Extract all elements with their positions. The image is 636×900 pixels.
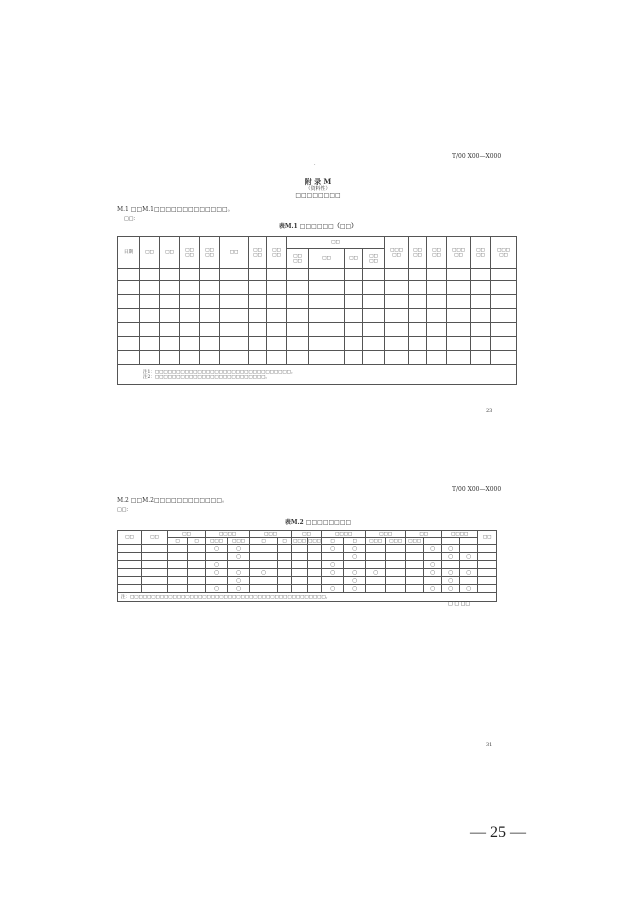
appendix-type: （资料性）	[305, 186, 331, 192]
table-m2	[117, 530, 497, 602]
example-label-lower: □□：	[117, 507, 132, 513]
page-number-lower: 31	[486, 742, 493, 748]
th2-s5: □	[250, 538, 278, 545]
circle-mark-icon: ○	[235, 568, 242, 576]
th-col14: □□ □□	[409, 237, 427, 269]
circle-mark-icon: ○	[447, 584, 454, 592]
dot-mark: ·	[314, 162, 316, 168]
circle-mark-icon: ○	[235, 584, 242, 592]
circle-mark-icon: ○	[351, 544, 358, 552]
circle-mark-icon: ○	[235, 544, 242, 552]
th2-g1: □□	[168, 531, 206, 538]
page-footer-number: — 25 —	[470, 824, 526, 841]
th-col7: □□ □□	[249, 237, 267, 269]
th-group: □□	[287, 237, 385, 249]
circle-mark-icon: ○	[329, 568, 336, 576]
th2-s6: □	[278, 538, 292, 545]
th2-g5: □□□□	[322, 531, 366, 538]
table-row	[118, 295, 517, 309]
circle-mark-icon: ○	[213, 568, 220, 576]
th2-g2: □□□□	[206, 531, 250, 538]
th2-s4: □□□	[228, 538, 250, 545]
doc-code-lower: T/00 X00—X000	[452, 486, 502, 493]
page-number-upper: 23	[486, 408, 493, 414]
th-date: 日期	[118, 237, 140, 269]
th-sub2: □□	[309, 249, 345, 269]
th2-col2: □□	[142, 531, 168, 545]
th2-s12: □□□	[386, 538, 406, 545]
circle-mark-icon: ○	[429, 544, 436, 552]
circle-mark-icon: ○	[213, 584, 220, 592]
th2-g6: □□□	[366, 531, 406, 538]
circle-mark-icon: ○	[447, 568, 454, 576]
circle-mark-icon: ○	[351, 568, 358, 576]
circle-mark-icon: ○	[465, 568, 472, 576]
clause-m1: M.1 □□M.1□□□□□□□□□□□□□。	[117, 206, 234, 213]
th2-g4: □□	[292, 531, 322, 538]
th-col8: □□ □□	[267, 237, 287, 269]
th-col5: □□ □□	[200, 237, 220, 269]
table-row	[118, 281, 517, 295]
table-m1	[117, 236, 517, 385]
table-row	[118, 545, 497, 553]
th2-s2: □	[188, 538, 206, 545]
circle-mark-icon: ○	[329, 544, 336, 552]
th2-s10: □	[344, 538, 366, 545]
doc-code-upper: T/00 X00—X000	[452, 153, 502, 160]
th2-g7: □□	[406, 531, 442, 538]
note-2: 注2：□□□□□□□□□□□□□□□□□□□□□□□□□□。	[143, 374, 270, 380]
table-row	[118, 569, 497, 577]
th2-g3: □□□	[250, 531, 292, 538]
table-m2-title: 表M.2 □□□□□□□□	[284, 519, 352, 526]
circle-mark-icon: ○	[351, 584, 358, 592]
th-col16: □□□ □□	[447, 237, 471, 269]
circle-mark-icon: ○	[447, 544, 454, 552]
sign-line: □ □ □□	[448, 601, 471, 607]
example-label-upper: □□：	[124, 216, 139, 222]
th2-s9: □	[322, 538, 344, 545]
th-sub4: □□ □□	[363, 249, 385, 269]
circle-mark-icon: ○	[447, 552, 454, 560]
circle-mark-icon: ○	[260, 568, 267, 576]
th2-g8: □□□□	[442, 531, 478, 538]
circle-mark-icon: ○	[351, 552, 358, 560]
note-1: 注1：□□□□□□□□□□□□□□□□□□□□□□□□□□□□□□□□。	[143, 369, 296, 375]
th2-s11: □□□	[366, 538, 386, 545]
th2-s1: □	[168, 538, 188, 545]
th2-s3: □□□	[206, 538, 228, 545]
th-col3: □□	[160, 237, 180, 269]
table-row	[118, 561, 497, 569]
circle-mark-icon: ○	[329, 560, 336, 568]
circle-mark-icon: ○	[429, 560, 436, 568]
th-sub3: □□	[345, 249, 363, 269]
table-row	[118, 337, 517, 351]
circle-mark-icon: ○	[235, 552, 242, 560]
table-row	[118, 309, 517, 323]
table-row	[118, 351, 517, 365]
circle-mark-icon: ○	[372, 568, 379, 576]
table-row	[118, 269, 517, 281]
table-m1-notes	[118, 365, 517, 385]
circle-mark-icon: ○	[329, 584, 336, 592]
appendix-subtitle: □□□□□□□□	[295, 192, 341, 199]
circle-mark-icon: ○	[429, 584, 436, 592]
th2-s13: □□□	[406, 538, 424, 545]
th-sub1: □□ □□	[287, 249, 309, 269]
th2-s7: □□□	[293, 538, 306, 544]
th-col13: □□□ □□	[385, 237, 409, 269]
th-col17: □□ □□	[471, 237, 491, 269]
th-col2: □□	[140, 237, 160, 269]
table-m2-note: 注：□□□□□□□□□□□□□□□□□□□□□□□□□□□□□□□□□□□□□□□□□□□□□□。	[118, 593, 497, 602]
circle-mark-icon: ○	[235, 576, 242, 584]
table-row	[118, 585, 497, 593]
th-col18: □□□ □□	[491, 237, 517, 269]
circle-mark-icon: ○	[351, 576, 358, 584]
table-row	[118, 577, 497, 585]
appendix-title: 附 录 M	[304, 177, 332, 186]
clause-m2: M.2 □□M.2□□□□□□□□□□□□。	[117, 497, 229, 504]
circle-mark-icon: ○	[429, 568, 436, 576]
circle-mark-icon: ○	[213, 560, 220, 568]
circle-mark-icon: ○	[465, 584, 472, 592]
th2-last: □□	[478, 531, 497, 545]
table-row	[118, 553, 497, 561]
th-col15: □□ □□	[427, 237, 447, 269]
table-m1-title: 表M.1 □□□□□□（□□）	[278, 223, 358, 230]
th2-col1: □□	[118, 531, 142, 545]
th-col6: □□	[220, 237, 249, 269]
circle-mark-icon: ○	[213, 544, 220, 552]
th-col4: □□ □□	[180, 237, 200, 269]
table-row	[118, 323, 517, 337]
th2-s8: □□□	[308, 538, 321, 544]
circle-mark-icon: ○	[447, 576, 454, 584]
circle-mark-icon: ○	[465, 552, 472, 560]
